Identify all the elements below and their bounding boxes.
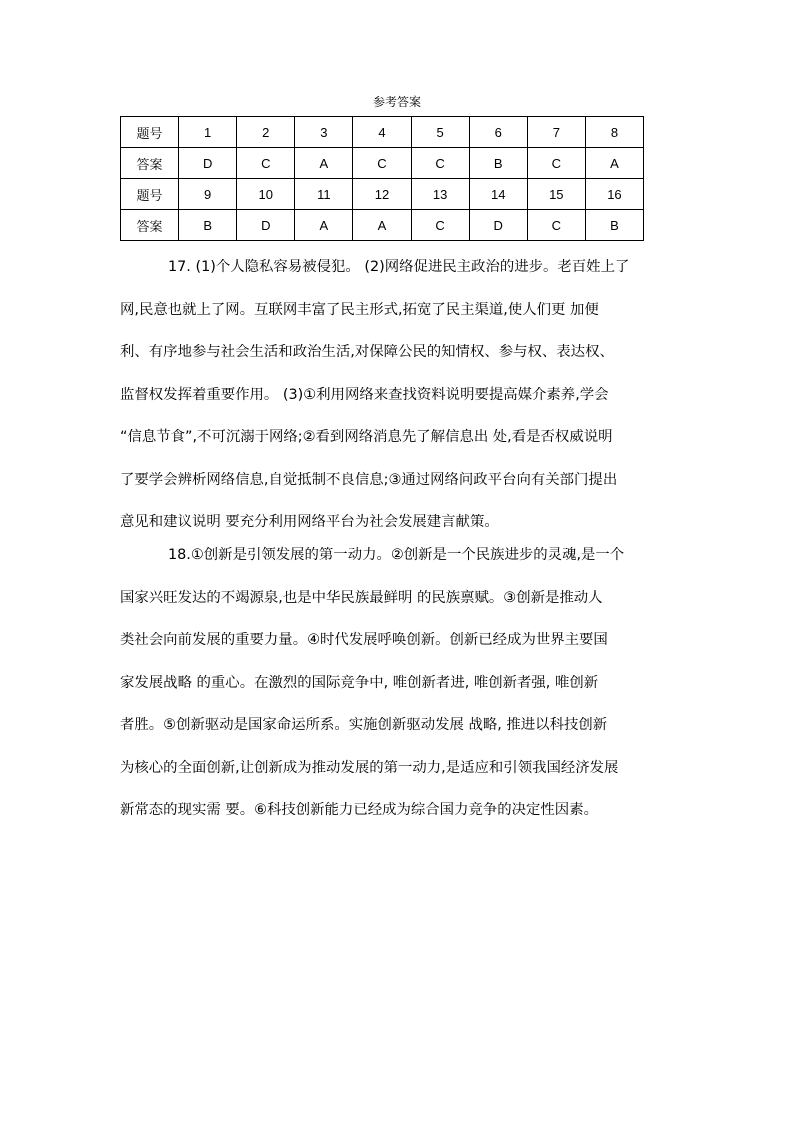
row-label-cell: 题号: [121, 179, 179, 210]
answer-cell: B: [469, 148, 527, 179]
text-line: 了要学会辨析网络信息,自觉抵制不良信息;③通过网络问政平台向有关部门提出: [120, 471, 618, 488]
answer-cell: C: [527, 148, 585, 179]
answer-cell: D: [179, 148, 237, 179]
text-line: 利、有序地参与社会生活和政治生活,对保障公民的知情权、参与权、表达权、: [120, 344, 614, 360]
text-line: 18.①创新是引领发展的第一动力。②创新是一个民族进步的灵魂,是一个: [168, 547, 625, 563]
answer-cell: 4: [353, 117, 411, 148]
text-line: 家发展战略 的重心。在激烈的国际竞争中, 唯创新者进, 唯创新者强, 唯创新: [120, 674, 599, 691]
answer-cell: C: [527, 210, 585, 241]
text-line: “信息节食”,不可沉溺于网络;②看到网络消息先了解信息出 处,看是否权威说明: [120, 429, 613, 445]
answer-cell: A: [585, 148, 643, 179]
answer-cell: 15: [527, 179, 585, 210]
answer-cell: 3: [295, 117, 353, 148]
answer-cell: 11: [295, 179, 353, 210]
answer-cell: C: [353, 148, 411, 179]
text-line: 意见和建议说明 要充分利用网络平台为社会发展建言献策。: [120, 514, 499, 530]
question-17-answer: [120, 252, 672, 550]
answer-cell: 7: [527, 117, 585, 148]
text-line: 为核心的全面创新,让创新成为推动发展的第一动力,是适应和引领我国经济发展: [120, 759, 619, 776]
answer-cell: 2: [237, 117, 295, 148]
answer-cell: B: [179, 210, 237, 241]
row-label-cell: 题号: [121, 117, 179, 148]
text-line: 新常态的现实需 要。⑥科技创新能力已经成为综合国力竞争的决定性因素。: [120, 802, 598, 818]
answer-cell: 10: [237, 179, 295, 210]
answer-cell: 16: [585, 179, 643, 210]
text-line: 网,民意也就上了网。互联网丰富了民主形式,拓宽了民主渠道,使人们更 加便: [120, 301, 599, 318]
answer-table-row: [121, 179, 644, 210]
answer-cell: 9: [179, 179, 237, 210]
text-line: 国家兴旺发达的不竭源泉,也是中华民族最鲜明 的民族禀赋。③创新是推动人: [120, 589, 603, 606]
text-line: 类社会向前发展的重要力量。④时代发展呼唤创新。创新已经成为世界主要国: [120, 632, 608, 648]
text-line: 者胜。⑤创新驱动是国家命运所系。实施创新驱动发展 战略, 推进以科技创新: [120, 717, 608, 733]
answer-cell: 5: [411, 117, 469, 148]
answer-cell: 13: [411, 179, 469, 210]
answer-cell: A: [295, 148, 353, 179]
answer-table-row: [121, 117, 644, 148]
text-line: 17. (1)个人隐私容易被侵犯。 (2)网络促进民主政治的进步。老百姓上了: [168, 259, 630, 275]
answer-cell: C: [411, 210, 469, 241]
answer-cell: A: [295, 210, 353, 241]
answer-cell: 14: [469, 179, 527, 210]
answer-cell: D: [237, 210, 295, 241]
answer-cell: C: [237, 148, 295, 179]
row-label-cell: 答案: [121, 210, 179, 241]
answer-cell: 12: [353, 179, 411, 210]
answer-cell: 6: [469, 117, 527, 148]
question-18-answer: [120, 540, 672, 838]
row-label-cell: 答案: [121, 148, 179, 179]
answer-cell: 1: [179, 117, 237, 148]
answer-cell: D: [469, 210, 527, 241]
answer-table: [120, 116, 644, 241]
answer-table-row: [121, 210, 644, 241]
text-line: 监督权发挥着重要作用。 (3)①利用网络来查找资料说明要提高媒介素养,学会: [120, 386, 609, 403]
answer-table-row: [121, 148, 644, 179]
answer-cell: 8: [585, 117, 643, 148]
answer-cell: A: [353, 210, 411, 241]
answer-cell: B: [585, 210, 643, 241]
answer-cell: C: [411, 148, 469, 179]
page-title: 参考答案: [372, 95, 421, 109]
